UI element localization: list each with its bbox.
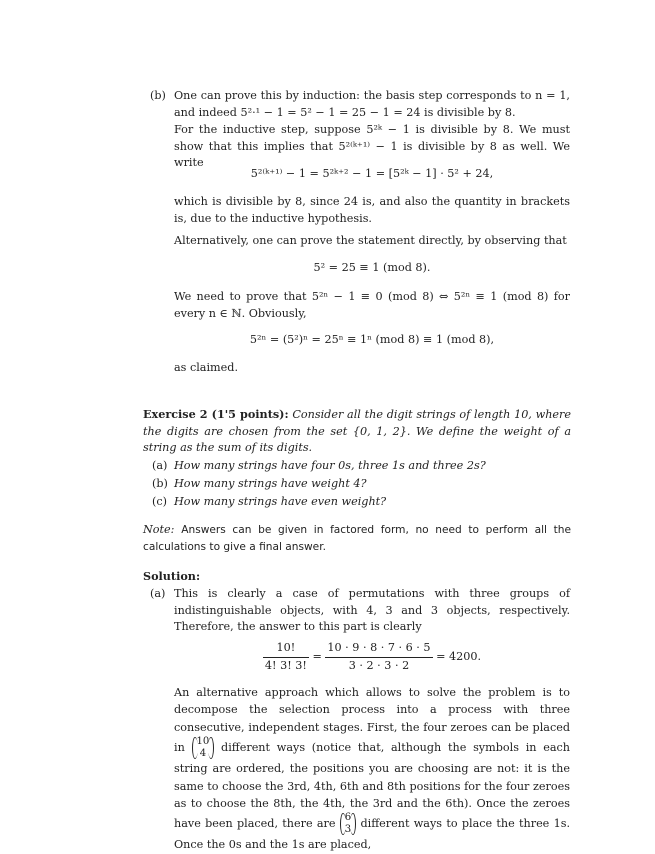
part-b-paragraph-1: One can prove this by induction: the basis step corresponds to n = 1, and indeed 5²·¹ − 1 = 5² − 1 = 25 − 1 = 24 is divisible by 8.	[174, 89, 570, 119]
solution-paragraph-2-start: An alternative approach which allows to solve the problem is to decompose the selection process into a process with three consecutive, independent stages. First, the four zeroes can be placed in	[174, 686, 570, 755]
fraction-factorials	[263, 640, 309, 674]
part-b-paragraph-6: as claimed.	[174, 361, 239, 374]
part-b-paragraph-3: which is divisible by 8, since 24 is, and also the quantity in brackets is, due to the inductive hypothesis.	[174, 195, 570, 225]
part-b-paragraph-2: For the inductive step, suppose 5²ᵏ − 1 is divisible by 8. We must show that this implies that 5²⁽ᵏ⁺¹⁾ − 1 is divisible by 8 as well. We write	[174, 123, 570, 169]
exercise-item-c-label: (c)	[152, 495, 167, 508]
equation-direct: 5²ⁿ = (5²)ⁿ = 25ⁿ ≡ 1ⁿ (mod 8) ≡ 1 (mod 8),	[249, 333, 495, 346]
equation-permutations	[174, 640, 570, 674]
fraction-factorials-denominator: 4! 3! 3!	[264, 658, 307, 672]
binomial-10-4-bottom: 4	[199, 748, 207, 760]
exercise-2-heading: Exercise 2 (1'5 points):	[143, 407, 289, 421]
exercise-item-b-label: (b)	[152, 477, 168, 490]
exercise-2-statement	[143, 406, 571, 457]
part-b-label: (b)	[150, 89, 166, 102]
solution-a-label: (a)	[150, 587, 166, 600]
solution-paragraph-2-middle: different ways (notice that, although the symbols in each string are ordered, the positions you are choosing are not: it is the same to choose the 3rd, 4th, 6th and 8th positions for the four zeroes as to choose the 8th, the 4th, the 3rd and the 6th). Once the zeroes have been placed, there are	[174, 741, 570, 831]
solution-paragraph-2	[174, 684, 570, 854]
fraction-expanded	[325, 640, 432, 674]
equals-sign: =	[312, 650, 322, 663]
equation-result: = 4200.	[436, 650, 482, 663]
equation-inductive: 5²⁽ᵏ⁺¹⁾ − 1 = 5²ᵏ⁺² − 1 = [5²ᵏ − 1] · 5² + 24,	[250, 167, 494, 180]
binomial-6-3-top: 6	[344, 812, 352, 824]
fraction-factorials-numerator: 10!	[263, 640, 309, 658]
fraction-expanded-numerator: 10 · 9 · 8 · 7 · 6 · 5	[325, 640, 432, 658]
binomial-6-3	[340, 812, 356, 836]
exercise-2-text: Consider all the digit strings of length 10, where the digits are chosen from the set {0, 1, 2}. We define the weight of a string as the sum of its digits.	[143, 408, 571, 454]
exercise-item-c-text: How many strings have even weight?	[174, 495, 387, 508]
solution-paragraph-2-end: different ways to place the three 1s. Once the 0s and the 1s are placed,	[174, 817, 571, 852]
binomial-10-4-top: 10	[196, 736, 210, 748]
binomial-10-4	[192, 736, 215, 760]
equation-mod: 5² = 25 ≡ 1 (mod 8).	[313, 261, 431, 274]
exercise-item-a-label: (a)	[152, 459, 168, 472]
solution-heading: Solution:	[143, 569, 201, 583]
note-paragraph	[143, 522, 571, 555]
binomial-6-3-bottom: 3	[344, 824, 352, 836]
part-b-paragraph-4: Alternatively, one can prove the statement directly, by observing that	[174, 234, 567, 247]
note-label: Note:	[143, 523, 175, 536]
fraction-expanded-denominator: 3 · 2 · 3 · 2	[348, 658, 410, 672]
part-b-paragraph-5: We need to prove that 5²ⁿ − 1 ≡ 0 (mod 8) ⇔ 5²ⁿ ≡ 1 (mod 8) for every n ∈ ℕ. Obviously,	[174, 290, 570, 320]
exercise-item-b-text: How many strings have weight 4?	[174, 477, 367, 490]
exercise-item-a-text: How many strings have four 0s, three 1s and three 2s?	[174, 459, 486, 472]
note-text: Answers can be given in factored form, no need to perform all the calculations to give a final answer.	[143, 524, 571, 553]
solution-paragraph-1: This is clearly a case of permutations with three groups of indistinguishable objects, with 4, 3 and 3 objects, respectively. Therefore, the answer to this part is clearly	[174, 587, 570, 633]
